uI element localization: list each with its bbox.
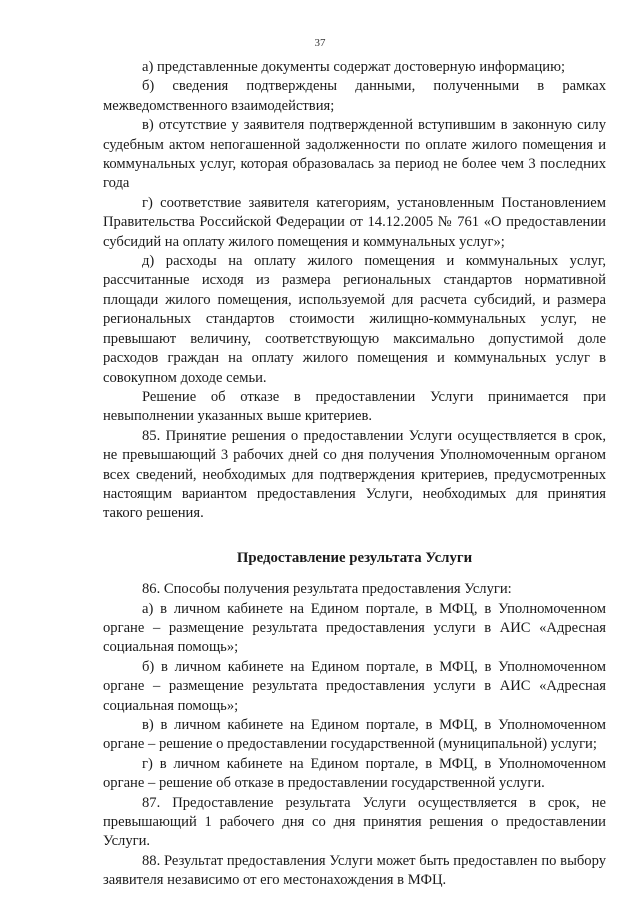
paragraph-criterion-v: в) отсутствие у заявителя подтвержденной вступившим в законную силу судебным актом непогашенной задолженности по оплате жилого помещения и коммунальных услуг, которая образовалась за период не более чем 3 последних года bbox=[103, 117, 606, 192]
paragraph-refusal-decision: Решение об отказе в предоставлении Услуги принимается при невыполнении указанных выше критериев. bbox=[103, 388, 606, 425]
paragraph-86-g: г) в личном кабинете на Едином портале, в МФЦ, в Уполномоченном органе – решение об отказе в предоставлении государственной услуги. bbox=[103, 755, 606, 792]
paragraph-87: 87. Предоставление результата Услуги осуществляется в срок, не превышающий 1 рабочего дня со дня принятия решения о предоставлении Услуги. bbox=[103, 794, 606, 850]
spacer bbox=[103, 568, 606, 580]
paragraph-86-v: в) в личном кабинете на Едином портале, в МФЦ, в Уполномоченном органе – решение о предоставлении государственной (муниципальной) услуги; bbox=[103, 717, 606, 753]
paragraph-86-b: б) в личном кабинете на Едином портале, в МФЦ, в Уполномоченном органе – размещение результата предоставления услуги в АИС «Адресная социальная помощь»; bbox=[103, 658, 606, 714]
spacer bbox=[103, 524, 606, 549]
paragraph-criterion-d: д) расходы на оплату жилого помещения и коммунальных услуг, рассчитанные исходя из размера региональных стандартов нормативной площади жилого помещения, используемой для расчета субсидий, и размера региональных стандартов стоимости жилищно-коммунальных услуг, не превышают величину, соответствующую максимально допустимой доле расходов граждан на оплату жилого помещения и коммунальных услуг в совокупном доходе семьи. bbox=[103, 253, 606, 386]
page-content bbox=[103, 58, 606, 891]
paragraph-criterion-b: б) сведения подтверждены данными, полученными в рамках межведомственного взаимодействия; bbox=[103, 78, 606, 114]
paragraph-86-a: а) в личном кабинете на Едином портале, в МФЦ, в Уполномоченном органе – размещение результата предоставления услуги в АИС «Адресная социальная помощь»; bbox=[103, 600, 606, 656]
paragraph-85: 85. Принятие решения о предоставлении Услуги осуществляется в срок, не превышающий 3 рабочих дней со дня получения Уполномоченным органом всех сведений, необходимых для подтверждения критериев, предусмотренных настоящим вариантом предоставления Услуги, необходимых для принятия такого решения. bbox=[103, 427, 606, 522]
page-number: 37 bbox=[314, 37, 326, 49]
paragraph-86: 86. Способы получения результата предоставления Услуги: bbox=[142, 581, 512, 598]
section-heading: Предоставление результата Услуги bbox=[236, 549, 473, 566]
paragraph-88: 88. Результат предоставления Услуги может быть предоставлен по выбору заявителя независимо от его местонахождения в МФЦ. bbox=[103, 852, 606, 889]
paragraph-criterion-a: а) представленные документы содержат достоверную информацию; bbox=[142, 59, 566, 75]
paragraph-criterion-g: г) соответствие заявителя категориям, установленным Постановлением Правительства Российской Федерации от 14.12.2005 № 761 «О предоставлении субсидий на оплату жилого помещения и коммунальных услуг»; bbox=[103, 194, 606, 250]
